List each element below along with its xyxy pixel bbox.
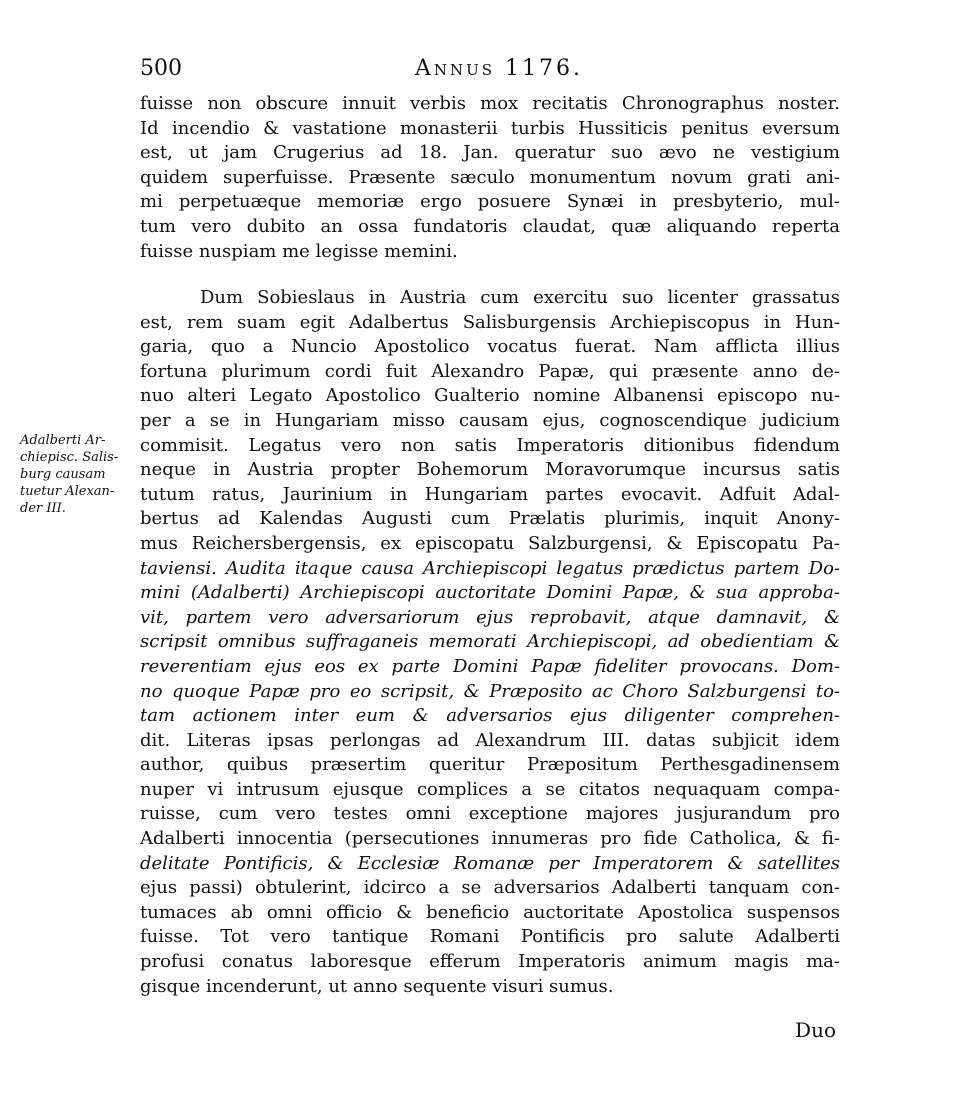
paragraph-1	[140, 92, 840, 264]
text-line: fuisse. Tot vero tantique Romani Pontificis pro salute Adalberti	[140, 926, 840, 948]
marginal-note-line: Adalberti Ar-	[20, 433, 106, 448]
text-line: reverentiam ejus eos ex parte Domini Papæ fideliter provocans. Dom-	[140, 655, 840, 677]
text-line: garia, quo a Nuncio Apostolico vocatus fuerat. Nam afflicta illius	[140, 336, 840, 358]
marginal-note-line: der III.	[20, 501, 66, 516]
text-line: neque in Austria propter Bohemorum Moravorumque incursus satis	[140, 459, 840, 481]
text-line: mini (Adalberti) Archiepiscopi auctoritate Domini Papæ, & sua approba-	[140, 582, 840, 604]
marginal-note	[20, 432, 138, 517]
text-line: tumaces ab omni officio & beneficio auctoritate Apostolica suspensos	[140, 901, 840, 923]
text-line: nuper vi intrusum ejusque complices a se citatos nequaquam compa-	[140, 778, 840, 800]
text-line: fuisse non obscure innuit verbis mox recitatis Chronographus noster.	[140, 93, 840, 114]
text-line: profusi conatus laboresque efferum Imperatoris animum magis ma-	[140, 951, 840, 973]
marginal-note-line: burg causam	[20, 467, 106, 482]
text-line: vit, partem vero adversariorum ejus reprobavit, atque damnavit, &	[140, 606, 840, 628]
text-line: tum vero dubito an ossa fundatoris claudat, quæ aliquando reperta	[140, 215, 840, 237]
text-line: ruisse, cum vero testes omni exceptione majores jusjurandum pro	[140, 803, 840, 825]
text-line: ejus passi) obtulerint, idcirco a se adversarios Adalberti tanquam con-	[140, 877, 840, 899]
text-line: Dum Sobieslaus in Austria cum exercitu suo licenter grassatus	[200, 287, 840, 308]
text-line: no quoque Papæ pro eo scripsit, & Præposito ac Choro Salzburgensi to-	[140, 680, 840, 702]
text-line: mi perpetuæque memoriæ ergo posuere Synæi in presbyterio, mul-	[140, 191, 840, 213]
page-header	[140, 56, 840, 86]
page-number: 500	[140, 56, 182, 81]
text-line: quidem superfuisse. Præsente sæculo monumentum novum grati ani-	[140, 166, 840, 188]
text-line: tam actionem inter eum & adversarios ejus diligenter comprehen-	[140, 705, 840, 727]
text-line: bertus ad Kalendas Augusti cum Prælatis plurimis, inquit Anony-	[140, 508, 840, 530]
text-line: dit. Literas ipsas perlongas ad Alexandrum III. datas subjicit idem	[140, 729, 840, 751]
text-line: est, rem suam egit Adalbertus Salisburgensis Archiepiscopus in Hun-	[140, 311, 840, 333]
paragraph-2	[140, 286, 840, 999]
running-head: Annus 1176.	[415, 56, 584, 81]
text-line: taviensi. Audita itaque causa Archiepiscopi legatus prædictus partem Do-	[140, 557, 840, 579]
text-line: mus Reichersbergensis, ex episcopatu Salzburgensi, & Episcopatu Pa-	[140, 532, 840, 554]
catchword: Duo	[795, 1018, 836, 1042]
marginal-note-line: tuetur Alexan-	[20, 484, 115, 499]
text-line: gisque incenderunt, ut anno sequente visuri sumus.	[140, 975, 614, 997]
text-line: delitate Pontificis, & Ecclesiæ Romanæ per Imperatorem & satellites	[140, 852, 840, 874]
text-line: commisit. Legatus vero non satis Imperatoris ditionibus fidendum	[140, 434, 840, 456]
text-line: fortuna plurimum cordi fuit Alexandro Papæ, qui præsente anno de-	[140, 360, 840, 382]
text-line: nuo alteri Legato Apostolico Gualterio nomine Albanensi episcopo nu-	[140, 385, 840, 407]
text-line: per a se in Hungariam misso causam ejus, cognoscendique judicium	[140, 409, 840, 431]
text-line: author, quibus præsertim queritur Præpositum Perthesgadinensem	[140, 754, 840, 776]
marginal-note-line: chiepisc. Salis-	[20, 450, 119, 465]
text-line: scripsit omnibus suffraganeis memorati Archiepiscopi, ad obedientiam &	[140, 631, 840, 653]
text-line: Adalberti innocentia (persecutiones innumeras pro fide Catholica, & fi-	[140, 828, 840, 850]
text-line: tutum ratus, Jaurinium in Hungariam partes evocavit. Adfuit Adal-	[140, 483, 840, 505]
text-line: Id incendio & vastatione monasterii turbis Hussiticis penitus eversum	[140, 117, 840, 139]
text-line: fuisse nuspiam me legisse memini.	[140, 240, 458, 262]
text-line: est, ut jam Crugerius ad 18. Jan. queratur suo ævo ne vestigium	[140, 142, 840, 164]
